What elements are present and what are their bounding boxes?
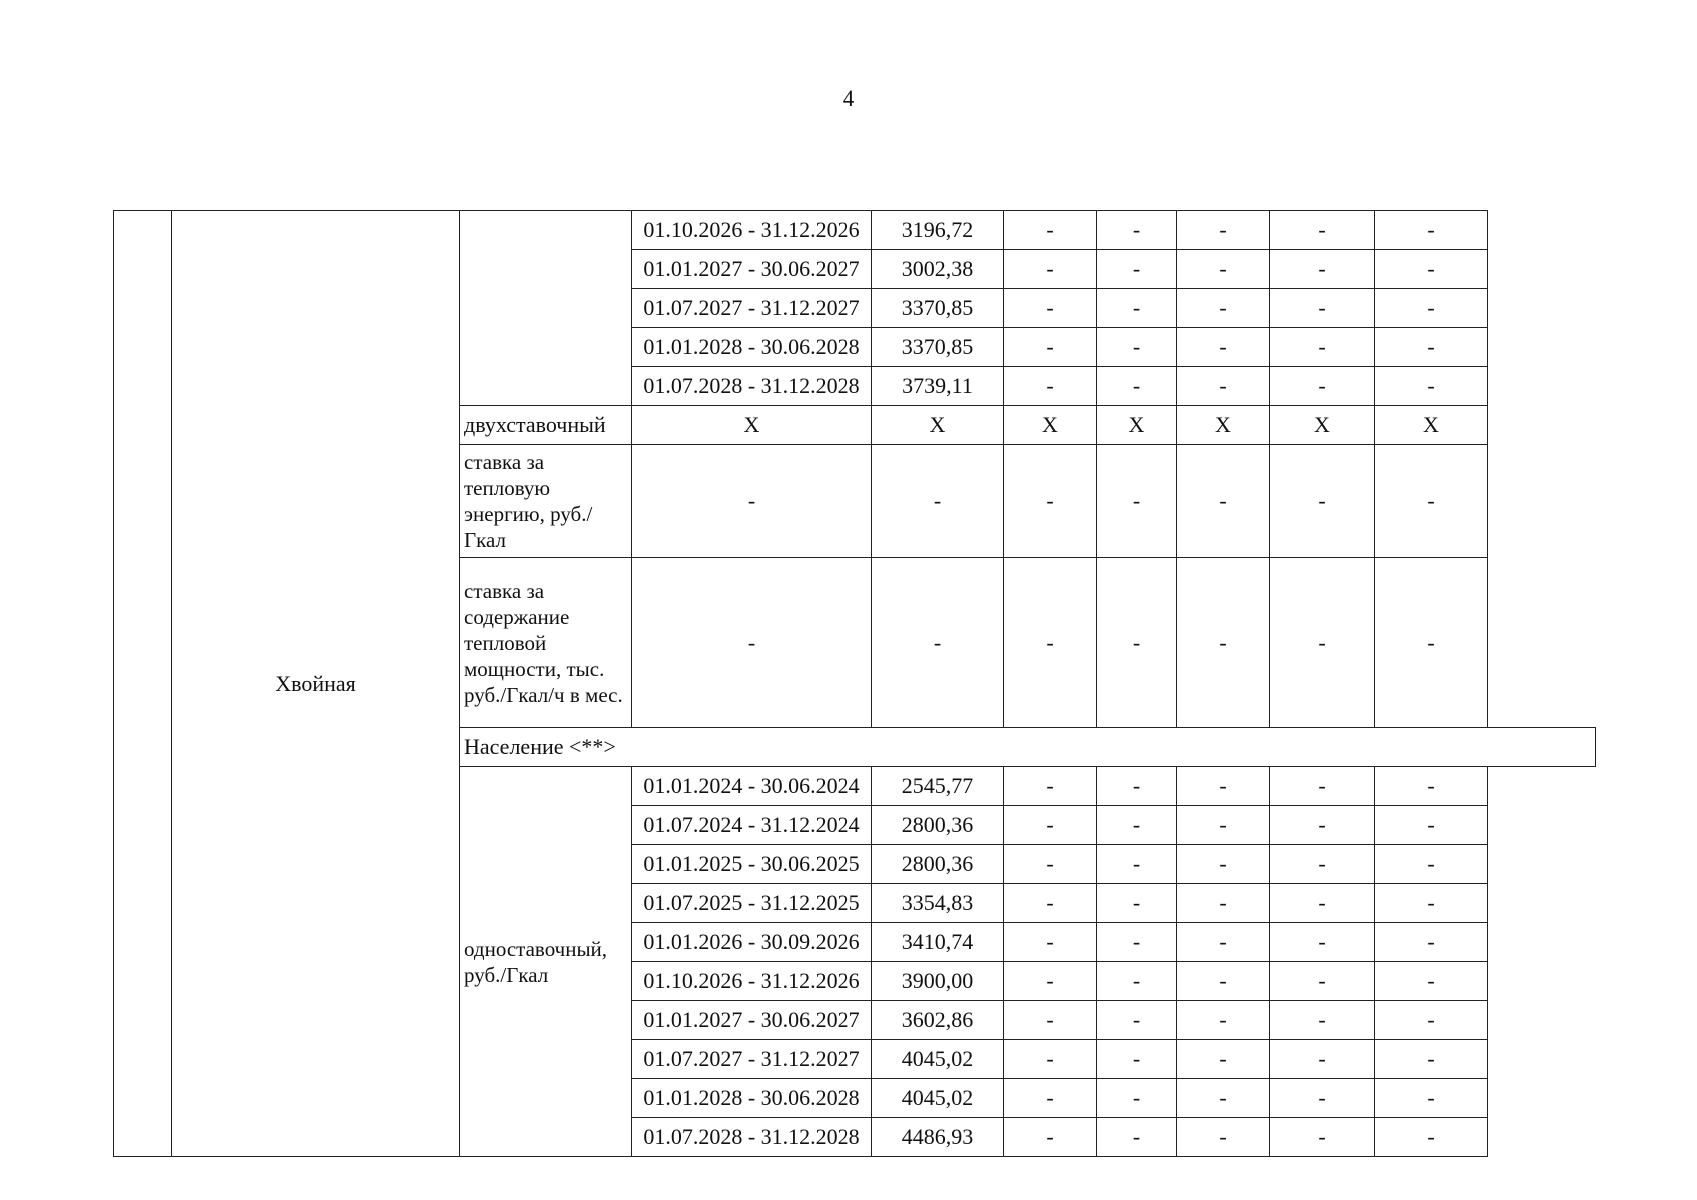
dash-cell: - bbox=[1375, 806, 1488, 845]
dash-cell: - bbox=[1004, 211, 1097, 250]
dash-cell: - bbox=[1270, 367, 1375, 406]
rate-energy-label: ставка за тепловую энергию, руб./Гкал bbox=[460, 445, 632, 558]
dash-cell: - bbox=[1270, 845, 1375, 884]
dash-cell: - bbox=[632, 558, 872, 728]
dash-cell: - bbox=[872, 445, 1004, 558]
dash-cell: - bbox=[1375, 1118, 1488, 1157]
dash-cell: - bbox=[1097, 923, 1177, 962]
dash-cell: - bbox=[1004, 250, 1097, 289]
tariff-value: 3002,38 bbox=[872, 250, 1004, 289]
dash-cell: - bbox=[1004, 558, 1097, 728]
dash-cell: - bbox=[1097, 1001, 1177, 1040]
dash-cell: - bbox=[1177, 328, 1270, 367]
dash-cell: - bbox=[1097, 1118, 1177, 1157]
x-cell: X bbox=[1375, 406, 1488, 445]
dash-cell: - bbox=[1375, 445, 1488, 558]
dash-cell: - bbox=[1375, 1040, 1488, 1079]
dash-cell: - bbox=[1270, 211, 1375, 250]
dash-cell: - bbox=[1375, 962, 1488, 1001]
dash-cell: - bbox=[1270, 1001, 1375, 1040]
dash-cell: - bbox=[1177, 962, 1270, 1001]
dash-cell: - bbox=[1177, 445, 1270, 558]
dash-cell: - bbox=[1097, 1079, 1177, 1118]
dash-cell: - bbox=[1097, 250, 1177, 289]
dash-cell: - bbox=[1004, 367, 1097, 406]
population-label: Население <**> bbox=[460, 728, 1596, 767]
dash-cell: - bbox=[1270, 328, 1375, 367]
dash-cell: - bbox=[1375, 884, 1488, 923]
dash-cell: - bbox=[1375, 558, 1488, 728]
dash-cell: - bbox=[1097, 806, 1177, 845]
dash-cell: - bbox=[1004, 328, 1097, 367]
tariff-value: 4486,93 bbox=[872, 1118, 1004, 1157]
dash-cell: - bbox=[1004, 923, 1097, 962]
tariff-value: 3370,85 bbox=[872, 328, 1004, 367]
period-cell: 01.07.2027 - 31.12.2027 bbox=[632, 1040, 872, 1079]
dash-cell: - bbox=[1270, 767, 1375, 806]
period-cell: 01.07.2028 - 31.12.2028 bbox=[632, 367, 872, 406]
tariff-table bbox=[113, 210, 1596, 1157]
dash-cell: - bbox=[1004, 962, 1097, 1001]
dash-cell: - bbox=[1177, 1040, 1270, 1079]
dash-cell: - bbox=[1177, 1001, 1270, 1040]
dash-cell: - bbox=[1004, 1079, 1097, 1118]
dash-cell: - bbox=[1375, 923, 1488, 962]
period-cell: 01.07.2028 - 31.12.2028 bbox=[632, 1118, 872, 1157]
two-rate-label: двухставочный bbox=[460, 406, 632, 445]
dash-cell: - bbox=[1097, 328, 1177, 367]
dash-cell: - bbox=[872, 558, 1004, 728]
dash-cell: - bbox=[1270, 806, 1375, 845]
x-cell: X bbox=[872, 406, 1004, 445]
dash-cell: - bbox=[1177, 884, 1270, 923]
x-cell: X bbox=[1270, 406, 1375, 445]
dash-cell: - bbox=[1375, 328, 1488, 367]
period-cell: 01.01.2025 - 30.06.2025 bbox=[632, 845, 872, 884]
dash-cell: - bbox=[1375, 1001, 1488, 1040]
period-cell: 01.07.2027 - 31.12.2027 bbox=[632, 289, 872, 328]
dash-cell: - bbox=[1177, 845, 1270, 884]
period-cell: 01.01.2027 - 30.06.2027 bbox=[632, 1001, 872, 1040]
dash-cell: - bbox=[1177, 923, 1270, 962]
dash-cell: - bbox=[632, 445, 872, 558]
x-cell: X bbox=[632, 406, 872, 445]
dash-cell: - bbox=[1004, 767, 1097, 806]
tariff-value: 4045,02 bbox=[872, 1040, 1004, 1079]
period-cell: 01.07.2024 - 31.12.2024 bbox=[632, 806, 872, 845]
dash-cell: - bbox=[1375, 367, 1488, 406]
tariff-type-cell bbox=[460, 211, 632, 406]
tariff-value: 3370,85 bbox=[872, 289, 1004, 328]
dash-cell: - bbox=[1097, 767, 1177, 806]
tariff-value: 2545,77 bbox=[872, 767, 1004, 806]
number-cell bbox=[114, 211, 172, 1157]
dash-cell: - bbox=[1270, 289, 1375, 328]
dash-cell: - bbox=[1004, 1001, 1097, 1040]
tariff-value: 3410,74 bbox=[872, 923, 1004, 962]
dash-cell: - bbox=[1270, 558, 1375, 728]
tariff-value: 2800,36 bbox=[872, 806, 1004, 845]
tariff-value: 3900,00 bbox=[872, 962, 1004, 1001]
period-cell: 01.10.2026 - 31.12.2026 bbox=[632, 211, 872, 250]
dash-cell: - bbox=[1375, 767, 1488, 806]
period-cell: 01.10.2026 - 31.12.2026 bbox=[632, 962, 872, 1001]
dash-cell: - bbox=[1270, 445, 1375, 558]
dash-cell: - bbox=[1004, 445, 1097, 558]
dash-cell: - bbox=[1004, 1118, 1097, 1157]
dash-cell: - bbox=[1097, 289, 1177, 328]
dash-cell: - bbox=[1097, 211, 1177, 250]
dash-cell: - bbox=[1177, 289, 1270, 328]
tariff-value: 3196,72 bbox=[872, 211, 1004, 250]
rate-capacity-label: ставка за содержание тепловой мощности, тыс. руб./Гкал/ч в мес. bbox=[460, 558, 632, 728]
dash-cell: - bbox=[1270, 1040, 1375, 1079]
tariff-value: 3739,11 bbox=[872, 367, 1004, 406]
one-rate-label: одноставочный, руб./Гкал bbox=[460, 767, 632, 1157]
dash-cell: - bbox=[1375, 211, 1488, 250]
dash-cell: - bbox=[1097, 962, 1177, 1001]
tariff-value: 4045,02 bbox=[872, 1079, 1004, 1118]
dash-cell: - bbox=[1270, 250, 1375, 289]
dash-cell: - bbox=[1270, 923, 1375, 962]
x-cell: X bbox=[1097, 406, 1177, 445]
dash-cell: - bbox=[1004, 884, 1097, 923]
dash-cell: - bbox=[1177, 367, 1270, 406]
dash-cell: - bbox=[1270, 962, 1375, 1001]
dash-cell: - bbox=[1177, 806, 1270, 845]
dash-cell: - bbox=[1097, 367, 1177, 406]
dash-cell: - bbox=[1177, 558, 1270, 728]
period-cell: 01.01.2027 - 30.06.2027 bbox=[632, 250, 872, 289]
dash-cell: - bbox=[1004, 806, 1097, 845]
organization-name: Хвойная bbox=[172, 211, 460, 1157]
dash-cell: - bbox=[1097, 558, 1177, 728]
dash-cell: - bbox=[1270, 884, 1375, 923]
dash-cell: - bbox=[1097, 884, 1177, 923]
dash-cell: - bbox=[1375, 250, 1488, 289]
dash-cell: - bbox=[1177, 1079, 1270, 1118]
period-cell: 01.01.2028 - 30.06.2028 bbox=[632, 1079, 872, 1118]
page-number: 4 bbox=[842, 86, 855, 111]
period-cell: 01.07.2025 - 31.12.2025 bbox=[632, 884, 872, 923]
tariff-value: 2800,36 bbox=[872, 845, 1004, 884]
dash-cell: - bbox=[1270, 1118, 1375, 1157]
dash-cell: - bbox=[1097, 845, 1177, 884]
dash-cell: - bbox=[1177, 767, 1270, 806]
dash-cell: - bbox=[1177, 1118, 1270, 1157]
period-cell: 01.01.2024 - 30.06.2024 bbox=[632, 767, 872, 806]
dash-cell: - bbox=[1375, 845, 1488, 884]
x-cell: X bbox=[1177, 406, 1270, 445]
dash-cell: - bbox=[1004, 1040, 1097, 1079]
dash-cell: - bbox=[1097, 1040, 1177, 1079]
dash-cell: - bbox=[1004, 845, 1097, 884]
period-cell: 01.01.2026 - 30.09.2026 bbox=[632, 923, 872, 962]
table-row bbox=[114, 211, 1596, 250]
period-cell: 01.01.2028 - 30.06.2028 bbox=[632, 328, 872, 367]
dash-cell: - bbox=[1375, 1079, 1488, 1118]
tariff-value: 3354,83 bbox=[872, 884, 1004, 923]
dash-cell: - bbox=[1270, 1079, 1375, 1118]
dash-cell: - bbox=[1177, 211, 1270, 250]
dash-cell: - bbox=[1177, 250, 1270, 289]
dash-cell: - bbox=[1004, 289, 1097, 328]
dash-cell: - bbox=[1375, 289, 1488, 328]
x-cell: X bbox=[1004, 406, 1097, 445]
dash-cell: - bbox=[1097, 445, 1177, 558]
tariff-value: 3602,86 bbox=[872, 1001, 1004, 1040]
